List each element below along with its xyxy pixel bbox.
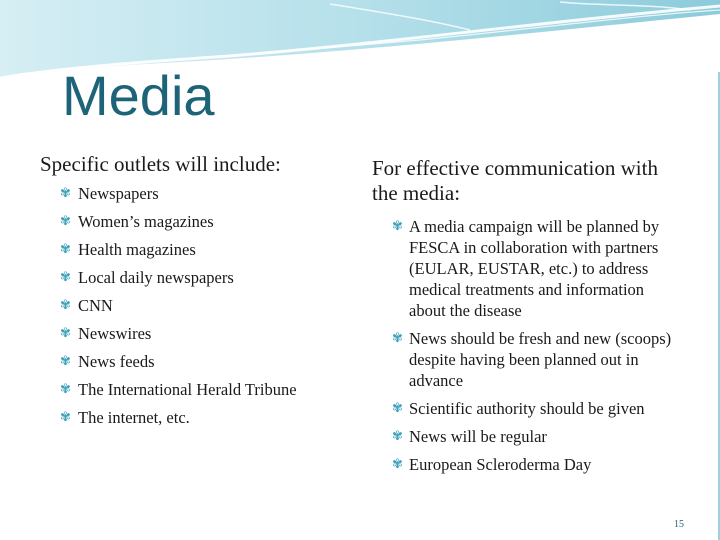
communication-list (372, 216, 672, 475)
list-item: ✾ News should be fresh and new (scoops) despite having been planned out in advance (392, 329, 672, 390)
bullet-swirl-icon: ✾ (392, 219, 403, 234)
left-column (40, 152, 360, 436)
bullet-swirl-icon: ✾ (60, 326, 71, 341)
list-item: ✾ CNN (60, 296, 113, 315)
bullet-swirl-icon: ✾ (60, 186, 71, 201)
bullet-swirl-icon: ✾ (60, 242, 71, 257)
list-item: ✾ Scientific authority should be given (392, 399, 645, 418)
list-item: ✾ European Scleroderma Day (392, 455, 592, 474)
outlets-list (40, 184, 360, 428)
list-item: ✾ Health magazines (60, 240, 196, 259)
list-item: ✾ Local daily newspapers (60, 268, 234, 287)
bullet-swirl-icon: ✾ (60, 214, 71, 229)
list-item: ✾ The International Herald Tribune (60, 380, 297, 399)
list-item: ✾ News feeds (60, 352, 155, 371)
page-number: 15 (674, 519, 684, 530)
bullet-swirl-icon: ✾ (60, 270, 71, 285)
list-item: ✾ The internet, etc. (60, 408, 190, 427)
bullet-swirl-icon: ✾ (60, 298, 71, 313)
right-column-heading: For effective communication with the media: (372, 156, 658, 205)
bullet-swirl-icon: ✾ (392, 331, 403, 346)
right-column (372, 156, 672, 482)
bullet-swirl-icon: ✾ (392, 429, 403, 444)
bullet-swirl-icon: ✾ (60, 410, 71, 425)
slide-title: Media (62, 64, 215, 127)
list-item: ✾ News will be regular (392, 427, 547, 446)
list-item: ✾ A media campaign will be planned by FESCA in collaboration with partners (EULAR, EUSTAR, etc.) to address medical treatments and information about the disease (392, 217, 660, 320)
list-item: ✾ Women’s magazines (60, 212, 214, 231)
list-item: ✾ Newswires (60, 324, 152, 343)
bullet-swirl-icon: ✾ (392, 401, 403, 416)
left-column-heading: Specific outlets will include: (40, 152, 281, 176)
bullet-swirl-icon: ✾ (60, 382, 71, 397)
list-item: ✾ Newspapers (60, 184, 159, 203)
bullet-swirl-icon: ✾ (60, 354, 71, 369)
bullet-swirl-icon: ✾ (392, 457, 403, 472)
